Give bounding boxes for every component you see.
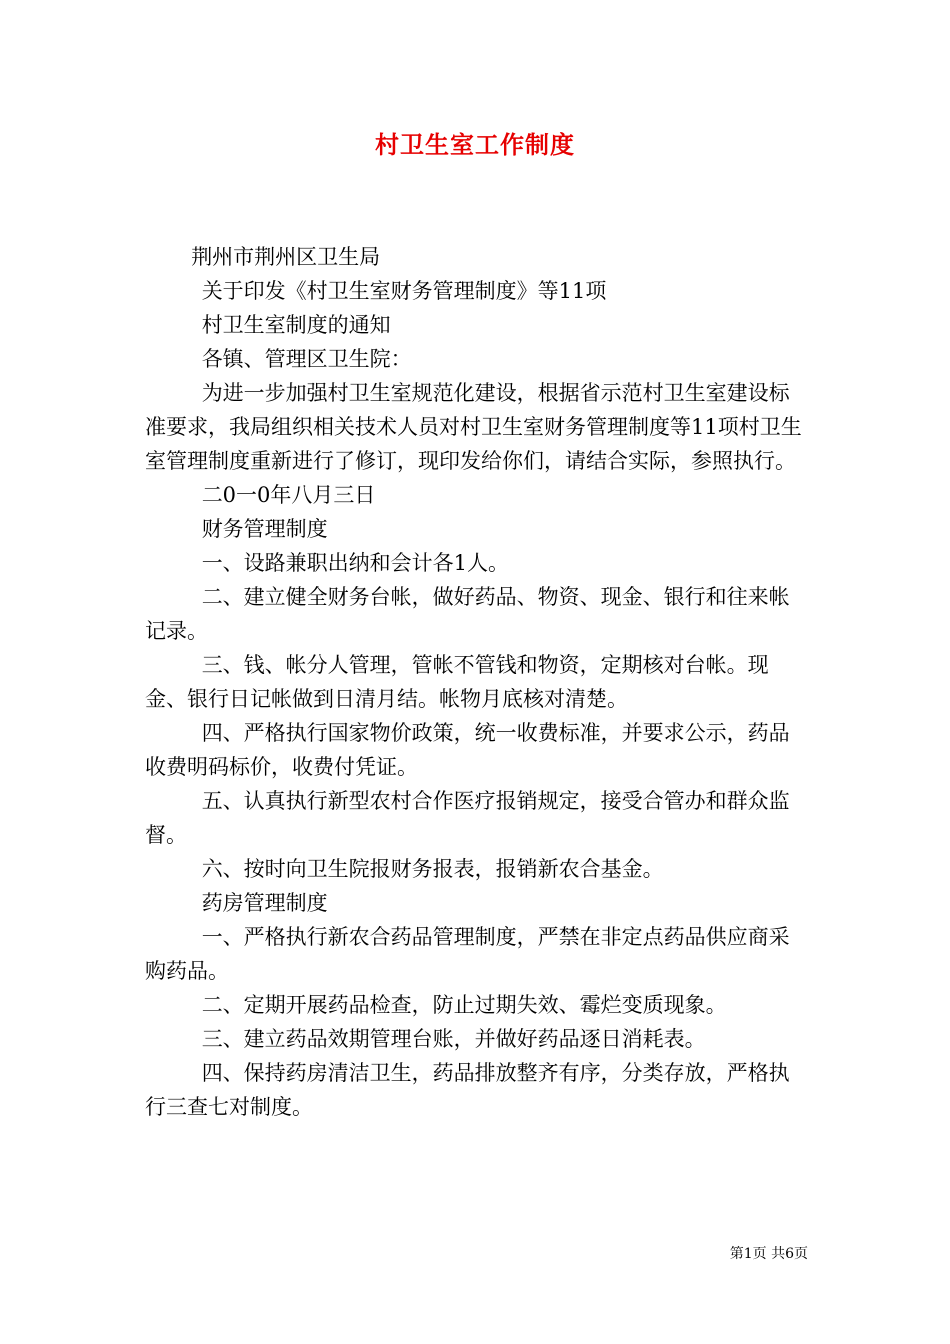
paragraph-date: 二0一0年八月三日: [201, 483, 376, 507]
page-indicator: 第1页 共6页: [729, 1246, 808, 1262]
paragraph-notice-title-1: 关于印发《村卫生室财务管理制度》等11项: [201, 279, 607, 303]
list-item: 六、按时向卫生院报财务报表，报销新农合基金。: [201, 857, 664, 881]
section-heading-pharmacy: 药房管理制度: [201, 891, 328, 915]
list-item: 一、严格执行新农合药品管理制度，严禁在非定点药品供应商采购药品。: [145, 925, 790, 983]
list-item: 四、保持药房清洁卫生，药品排放整齐有序，分类存放，严格执行三查七对制度。: [145, 1061, 790, 1119]
list-item: 一、设路兼职出纳和会计各1人。: [201, 551, 510, 575]
paragraph-issuer: 荆州市荆州区卫生局: [191, 245, 381, 269]
document-body: [145, 240, 810, 1124]
list-item: 三、建立药品效期管理台账，并做好药品逐日消耗表。: [201, 1027, 706, 1051]
list-item: 五、认真执行新型农村合作医疗报销规定，接受合管办和群众监督。: [145, 789, 790, 847]
paragraph-addressee: 各镇、管理区卫生院：: [201, 347, 412, 371]
list-item: 三、钱、帐分人管理，管帐不管钱和物资，定期核对台帐。现金、银行日记帐做到日清月结。帐物月底核对清楚。: [145, 653, 769, 711]
list-item: 四、严格执行国家物价政策，统一收费标准，并要求公示，药品收费明码标价，收费付凭证。: [145, 721, 790, 779]
document-title: 村卫生室工作制度: [375, 130, 575, 159]
paragraph-notice-title-2: 村卫生室制度的通知: [201, 313, 391, 337]
list-item: 二、定期开展药品检查，防止过期失效、霉烂变质现象。: [201, 993, 727, 1017]
paragraph-intro: 为进一步加强村卫生室规范化建设，根据省示范村卫生室建设标准要求，我局组织相关技术人员对村卫生室财务管理制度等11项村卫生室管理制度重新进行了修订，现印发给你们，请结合实际，参照执行。: [145, 381, 802, 473]
section-heading-finance: 财务管理制度: [201, 517, 328, 541]
list-item: 二、建立健全财务台帐，做好药品、物资、现金、银行和往来帐记录。: [145, 585, 790, 643]
